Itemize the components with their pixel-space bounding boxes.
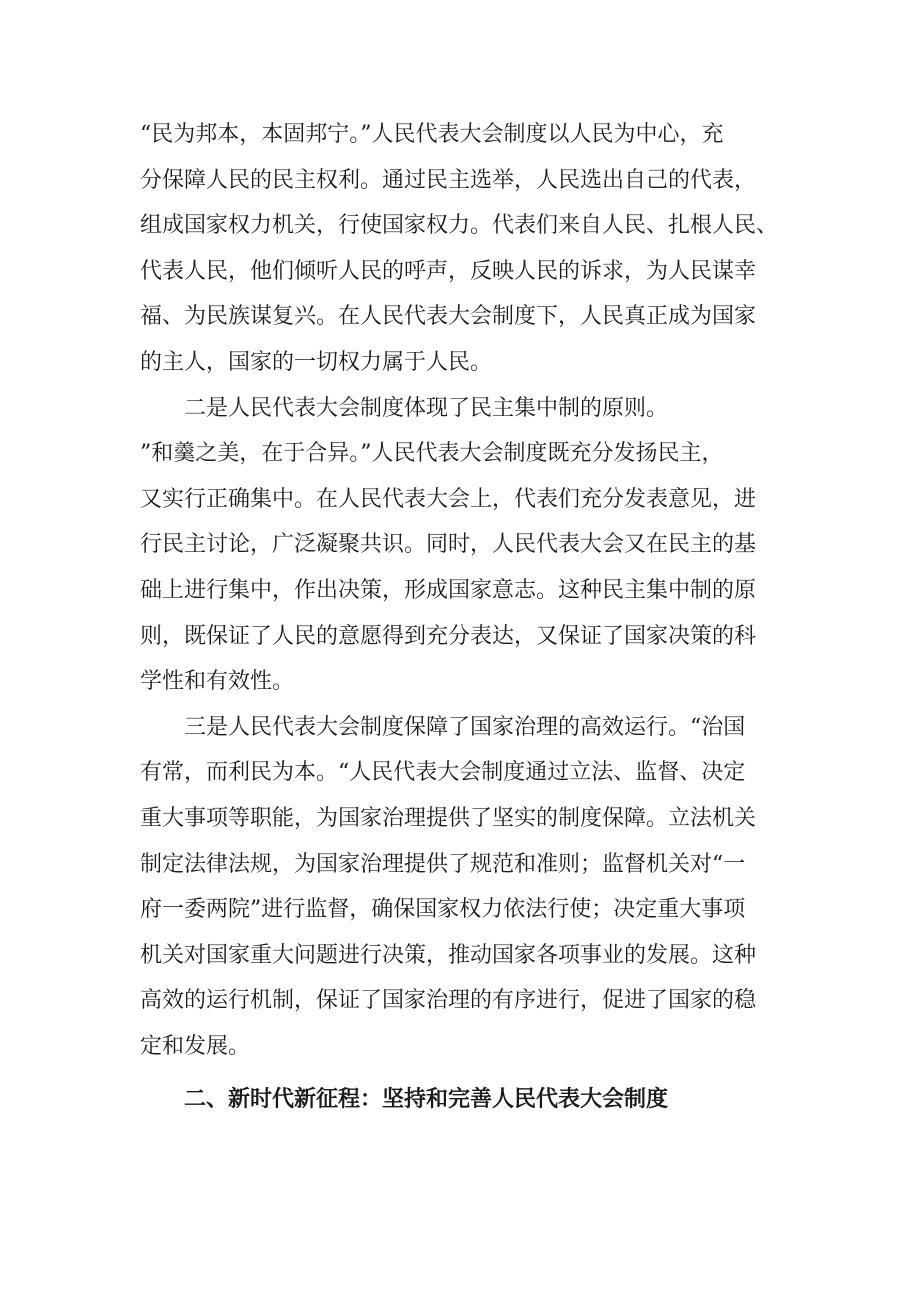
text-line: 学性和有效性。 [140,669,295,695]
text-line: 又实行正确集中。在人民代表大会上，代表们充分发表意见，进 [140,486,757,512]
text-line: 代表人民，他们倾听人民的呼声，反映人民的诉求，为人民谋幸 [140,258,757,284]
document-page [140,112,786,1123]
text-line: 府一委两院”进行监督，确保国家权力依法行使；决定重大事项 [140,897,746,923]
text-line: 高效的运行机制，保证了国家治理的有序进行，促进了国家的稳 [140,988,757,1014]
text-line: 二是人民代表大会制度体现了民主集中制的原则。 [140,395,669,421]
paragraph-3 [140,705,786,1070]
text-line: 制定法律法规，为国家治理提供了规范和准则；监督机关对“一 [140,851,746,877]
text-line: ”和羹之美，在于合异。”人民代表大会制度既充分发扬民主， [140,441,724,467]
text-line: 分保障人民的民主权利。通过民主选举，人民选出自己的代表， [140,167,757,193]
paragraph-1 [140,112,786,386]
text-line: 有常，而利民为本。“人民代表大会制度通过立法、监督、决定 [140,760,746,786]
text-line: 福、为民族谋复兴。在人民代表大会制度下，人民真正成为国家 [140,304,757,330]
text-line: “民为邦本，本固邦宁。”人民代表大会制度以人民为中心，充 [140,122,724,147]
text-line: 重大事项等职能，为国家治理提供了坚实的制度保障。立法机关 [140,805,757,831]
text-line: 行民主讨论，广泛凝聚共识。同时，人民代表大会又在民主的基 [140,532,757,558]
text-line: 定和发展。 [140,1033,251,1059]
text-line: 组成国家权力机关，行使国家权力。代表们来自人民、扎根人民、 [140,213,779,239]
text-line: 三是人民代表大会制度保障了国家治理的高效运行。“治国 [140,714,746,740]
paragraph-2 [140,386,786,705]
text-line: 础上进行集中，作出决策，形成国家意志。这种民主集中制的原 [140,577,757,603]
text-line: 的主人，国家的一切权力属于人民。 [140,349,493,375]
text-line: 则，既保证了人民的意愿得到充分表达，又保证了国家决策的科 [140,623,757,649]
section-heading: 二、新时代新征程：坚持和完善人民代表大会制度 [184,1087,669,1113]
text-line: 机关对国家重大问题进行决策，推动国家各项事业的发展。这种 [140,942,757,968]
